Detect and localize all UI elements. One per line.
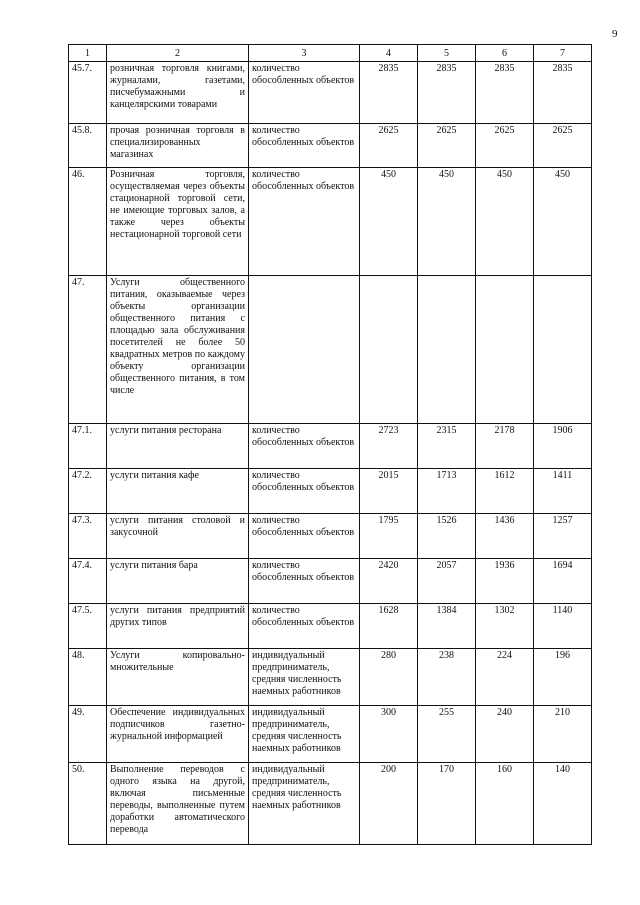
- row-value: 450: [418, 168, 476, 276]
- row-value: 2420: [360, 559, 418, 604]
- row-value: 2835: [534, 62, 592, 124]
- header-cell: 5: [418, 45, 476, 62]
- row-description: Обеспечение индивидуальных подписчиков газетно-журнальной информацией: [107, 706, 249, 763]
- row-description: услуги питания предприятий других типов: [107, 604, 249, 649]
- row-value: 160: [476, 763, 534, 845]
- table-row: [69, 649, 592, 706]
- row-value: 210: [534, 706, 592, 763]
- row-value: 1384: [418, 604, 476, 649]
- row-value: 1906: [534, 424, 592, 469]
- row-indicator: индивидуальный предприниматель, средняя численность наемных работников: [249, 649, 360, 706]
- row-value: 2315: [418, 424, 476, 469]
- row-indicator: количество обособленных объектов: [249, 559, 360, 604]
- row-value: 196: [534, 649, 592, 706]
- row-value: 1795: [360, 514, 418, 559]
- row-indicator: количество обособленных объектов: [249, 604, 360, 649]
- table-row: [69, 559, 592, 604]
- row-value: 1713: [418, 469, 476, 514]
- table-row: [69, 168, 592, 276]
- row-code: 47.4.: [69, 559, 107, 604]
- row-value: 1257: [534, 514, 592, 559]
- row-value: 200: [360, 763, 418, 845]
- table-row: [69, 514, 592, 559]
- row-description: прочая розничная торговля в специализированных магазинах: [107, 124, 249, 168]
- row-description: услуги питания ресторана: [107, 424, 249, 469]
- row-value: 2835: [418, 62, 476, 124]
- row-value: 1140: [534, 604, 592, 649]
- row-value: 1526: [418, 514, 476, 559]
- header-cell: 3: [249, 45, 360, 62]
- row-indicator: [249, 276, 360, 424]
- row-indicator: количество обособленных объектов: [249, 124, 360, 168]
- row-value: [534, 276, 592, 424]
- row-value: 1628: [360, 604, 418, 649]
- row-value: 2625: [418, 124, 476, 168]
- row-code: 48.: [69, 649, 107, 706]
- row-value: [418, 276, 476, 424]
- row-indicator: количество обособленных объектов: [249, 62, 360, 124]
- row-description: услуги питания столовой и закусочной: [107, 514, 249, 559]
- row-code: 47.: [69, 276, 107, 424]
- row-value: 2835: [360, 62, 418, 124]
- row-value: 2625: [534, 124, 592, 168]
- row-indicator: количество обособленных объектов: [249, 514, 360, 559]
- row-value: 2057: [418, 559, 476, 604]
- row-description: услуги питания бара: [107, 559, 249, 604]
- row-value: 1436: [476, 514, 534, 559]
- header-cell: 2: [107, 45, 249, 62]
- row-value: 450: [360, 168, 418, 276]
- row-value: 300: [360, 706, 418, 763]
- row-value: 2835: [476, 62, 534, 124]
- row-description: Выполнение переводов с одного языка на другой, включая письменные переводы, выполненные путем доработки автоматического перевода: [107, 763, 249, 845]
- row-description: розничная торговля книгами, журналами, газетами, писчебумажными и канцелярскими товарами: [107, 62, 249, 124]
- row-value: 1411: [534, 469, 592, 514]
- row-value: 240: [476, 706, 534, 763]
- row-value: 1612: [476, 469, 534, 514]
- row-value: 2015: [360, 469, 418, 514]
- table-row: [69, 469, 592, 514]
- row-value: [360, 276, 418, 424]
- header-cell: 7: [534, 45, 592, 62]
- table-row: [69, 424, 592, 469]
- row-value: 170: [418, 763, 476, 845]
- row-code: 45.7.: [69, 62, 107, 124]
- row-value: 2625: [360, 124, 418, 168]
- row-value: 450: [534, 168, 592, 276]
- header-cell: 1: [69, 45, 107, 62]
- header-cell: 6: [476, 45, 534, 62]
- row-indicator: количество обособленных объектов: [249, 168, 360, 276]
- row-indicator: индивидуальный предприниматель, средняя численность наемных работников: [249, 706, 360, 763]
- row-value: 280: [360, 649, 418, 706]
- row-description: Услуги общественного питания, оказываемые через объекты организации общественного питания с площадью зала обслуживания посетителей не более 50 квадратных метров по каждому объекту организации общественного питания, в том числе: [107, 276, 249, 424]
- row-value: 450: [476, 168, 534, 276]
- row-value: [476, 276, 534, 424]
- row-code: 47.3.: [69, 514, 107, 559]
- header-row: [69, 45, 592, 62]
- row-code: 47.1.: [69, 424, 107, 469]
- row-value: 1302: [476, 604, 534, 649]
- row-value: 238: [418, 649, 476, 706]
- row-value: 224: [476, 649, 534, 706]
- row-value: 140: [534, 763, 592, 845]
- row-value: 2178: [476, 424, 534, 469]
- row-indicator: количество обособленных объектов: [249, 469, 360, 514]
- page-number: 9: [612, 28, 618, 40]
- row-value: 1694: [534, 559, 592, 604]
- row-indicator: индивидуальный предприниматель, средняя численность наемных работников: [249, 763, 360, 845]
- row-description: Розничная торговля, осуществляемая через объекты стационарной торговой сети, не имеющие торговых залов, а также через объекты нестационарной торговой сети: [107, 168, 249, 276]
- table-row: [69, 706, 592, 763]
- row-code: 45.8.: [69, 124, 107, 168]
- table-row: [69, 62, 592, 124]
- row-description: услуги питания кафе: [107, 469, 249, 514]
- table-row: [69, 604, 592, 649]
- header-cell: 4: [360, 45, 418, 62]
- table-row: [69, 763, 592, 845]
- table-row: [69, 276, 592, 424]
- row-value: 1936: [476, 559, 534, 604]
- table-row: [69, 124, 592, 168]
- row-code: 49.: [69, 706, 107, 763]
- row-value: 255: [418, 706, 476, 763]
- row-value: 2723: [360, 424, 418, 469]
- row-description: Услуги копировально-множительные: [107, 649, 249, 706]
- row-code: 46.: [69, 168, 107, 276]
- row-value: 2625: [476, 124, 534, 168]
- row-code: 47.5.: [69, 604, 107, 649]
- row-code: 47.2.: [69, 469, 107, 514]
- rates-table: [68, 44, 592, 845]
- row-indicator: количество обособленных объектов: [249, 424, 360, 469]
- row-code: 50.: [69, 763, 107, 845]
